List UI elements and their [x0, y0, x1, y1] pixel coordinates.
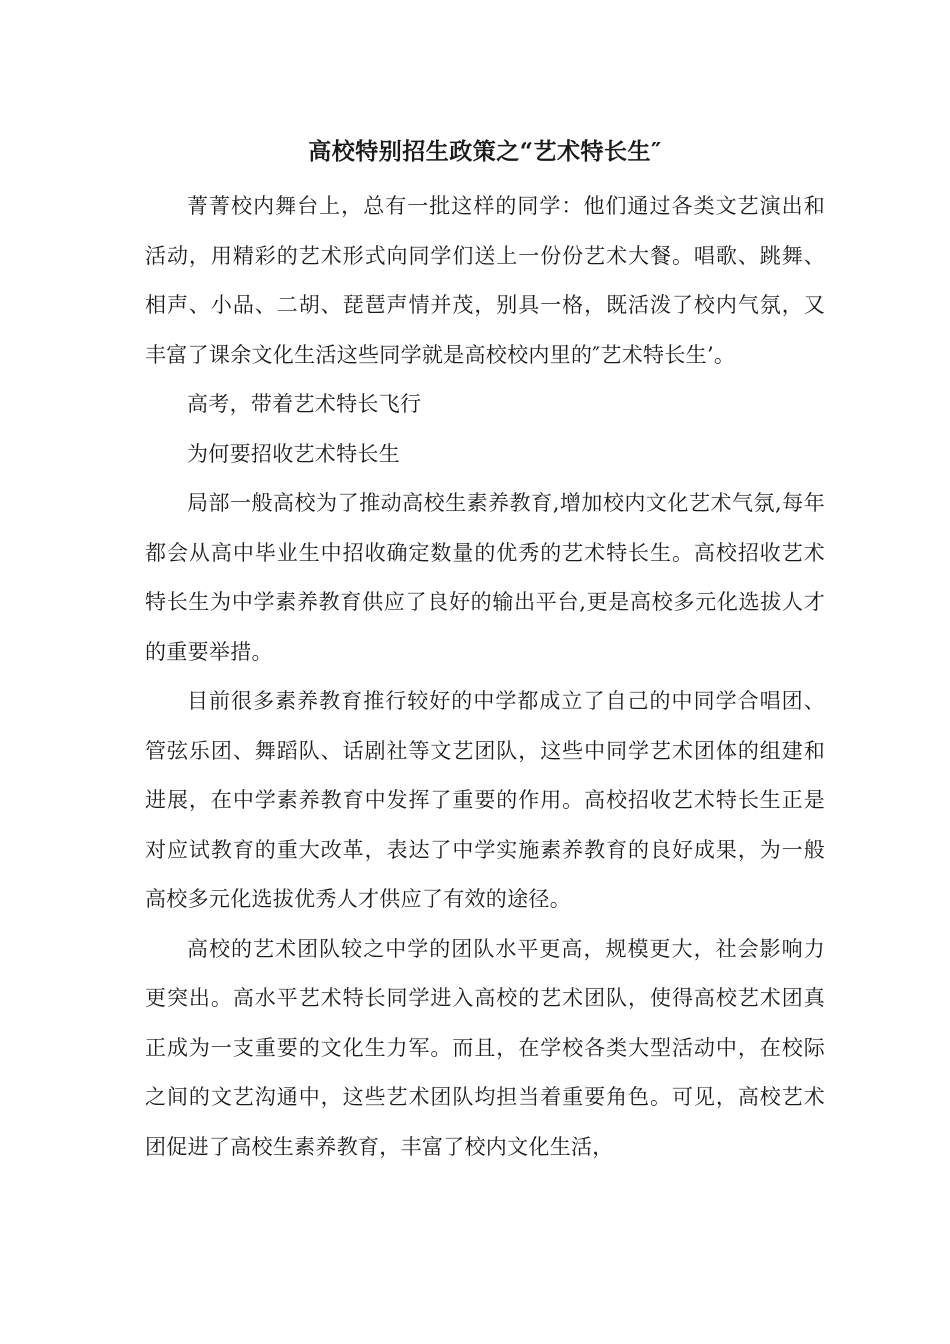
paragraph-body: 目前很多素养教育推行较好的中学都成立了自己的中同学合唱团、管弦乐团、舞蹈队、话剧社等文艺团队，这些中同学艺术团体的组建和进展，在中学素养教育中发挥了重要的作用。高校招收艺术特长生正是对应试教育的重大改革，表达了中学实施素养教育的良好成果，为一般高校多元化选拔优秀人才供应了有效的途径。 [145, 689, 825, 911]
paragraph-intro: 菁菁校内舞台上，总有一批这样的同学：他们通过各类文艺演出和活动，用精彩的艺术形式向同学们送上一份份艺术大餐。唱歌、跳舞、相声、小品、二胡、琵琶声情并茂，别具一格，既活泼了校内气氛，又丰富了课余文化生活这些同学就是高校校内里的″艺术特长生’。 [145, 194, 825, 367]
paragraph-body: 高校的艺术团队较之中学的团队水平更高，规模更大，社会影响力更突出。高水平艺术特长同学进入高校的艺术团队，使得高校艺术团真正成为一支重要的文化生力军。而且，在学校各类大型活动中，在校际之间的文艺沟通中，这些艺术团队均担当着重要角色。可见，高校艺术团促进了高校生素养教育，丰富了校内文化生活， [145, 936, 825, 1159]
document-title: 高校特别招生政策之“艺术特长生″ [308, 138, 662, 165]
paragraph-subheading: 高考，带着艺术特长飞行 [187, 392, 422, 416]
paragraph-body: 局部一般高校为了推动高校生素养教育,增加校内文化艺术气氛,每年都会从高中毕业生中招收确定数量的优秀的艺术特长生。高校招收艺术特长生为中学素养教育供应了良好的输出平台,更是高校多元化选拔人才的重要举措。 [145, 491, 825, 664]
paragraph-section-heading: 为何要招收艺术特长生 [187, 441, 400, 466]
document-page [145, 128, 825, 1172]
